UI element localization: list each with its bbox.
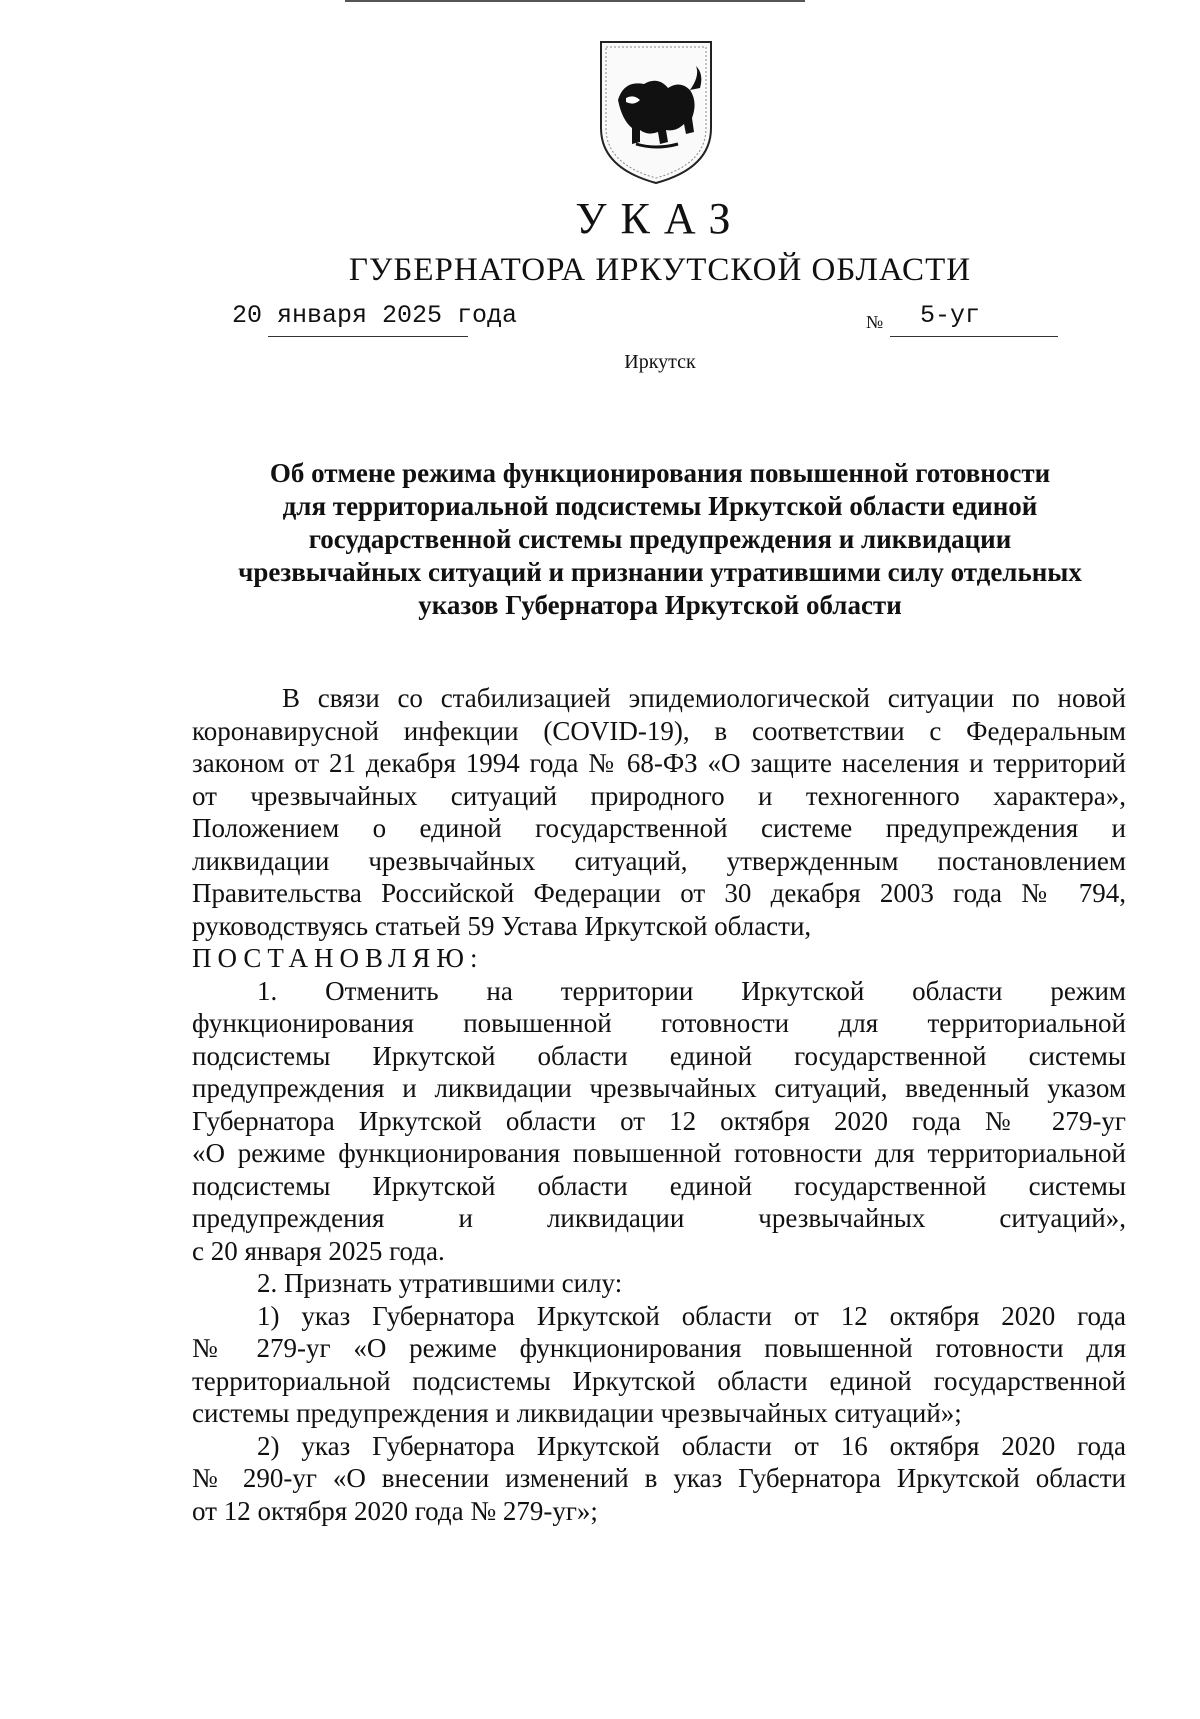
item1-line: «О режиме функционирования повышенной готовности для территориальной [192, 1138, 1126, 1168]
item1-line: предупреждения и ликвидации чрезвычайных ситуаций, введенный указом [192, 1073, 1126, 1103]
preamble-line: Положением о единой государственной системе предупреждения и [192, 813, 1126, 843]
document-heading [160, 457, 1160, 622]
document-body [192, 682, 1126, 1527]
item2-sub1-line: территориальной подсистемы Иркутской области единой государственной [192, 1365, 1126, 1396]
item2-sub2-line: № 290-уг «О внесении изменений в указ Губернатора Иркутской области [192, 1463, 1126, 1493]
item1-line: с 20 января 2025 года. [192, 1235, 445, 1266]
preamble-line: коронавирусной инфекции (COVID-19), в соответствии с Федеральным [192, 715, 1126, 746]
heading-line: указов Губернатора Иркутской области [418, 590, 902, 620]
irkutsk-coat-of-arms-icon [596, 40, 716, 185]
preamble-line: В связи со стабилизацией эпидемиологической ситуации по новой [282, 683, 1126, 713]
heading-line: государственной системы предупреждения и ликвидации [308, 524, 1012, 554]
item2-sub2-line: от 12 октября 2020 года № 279-уг»; [192, 1495, 598, 1526]
issuer-title: ГУБЕРНАТОРА ИРКУТСКОЙ ОБЛАСТИ [348, 252, 972, 288]
item2-title: 2. Признать утратившими силу: [257, 1268, 623, 1298]
item1-line: подсистемы Иркутской области единой государственной системы [192, 1170, 1126, 1201]
city-name: Иркутск [624, 351, 696, 373]
item1-line: функционирования повышенной готовности для территориальной [192, 1008, 1126, 1038]
item2-sub2-line: 2) указ Губернатора Иркутской области от 16 октября 2020 года [257, 1430, 1126, 1461]
heading-line: чрезвычайных ситуаций и признании утратившими силу отдельных [238, 557, 1082, 587]
item1-line: Губернатора Иркутской области от 12 октября 2020 года № 279-уг [192, 1105, 1126, 1136]
heading-line: Об отмене режима функционирования повышенной готовности [269, 458, 1051, 488]
number-underline [890, 336, 1058, 337]
preamble-line: Правительства Российской Федерации от 30 декабря 2003 года № 794, [192, 878, 1126, 908]
date-underline [268, 336, 468, 337]
number-sign: № [866, 312, 884, 332]
document-date: 20 января 2025 года [232, 301, 518, 330]
heading-line: для территориальной подсистемы Иркутской области единой [282, 491, 1038, 521]
item2-sub1-line: системы предупреждения и ликвидации чрезвычайных ситуаций»; [192, 1398, 962, 1428]
item1-line: 1. Отменить на территории Иркутской области режим [257, 975, 1126, 1006]
item2-sub1-line: 1) указ Губернатора Иркутской области от 12 октября 2020 года [257, 1300, 1126, 1331]
preamble-line: руководствуясь статьей 59 Устава Иркутской области, [192, 910, 812, 941]
item1-line: подсистемы Иркутской области единой государственной системы [192, 1040, 1126, 1071]
item2-sub1-line: № 279-уг «О режиме функционирования повышенной готовности для [192, 1333, 1126, 1363]
preamble-line: ликвидации чрезвычайных ситуаций, утвержденным постановлением [192, 845, 1126, 876]
top-scan-line [345, 0, 805, 2]
preamble-line: от чрезвычайных ситуаций природного и техногенного характера», [192, 780, 1126, 811]
document-title: УКАЗ [575, 194, 745, 243]
item1-line: предупреждения и ликвидации чрезвычайных ситуаций», [192, 1203, 1126, 1233]
postanovlyayu: ПОСТАНОВЛЯЮ: [192, 943, 484, 973]
preamble-line: законом от 21 декабря 1994 года № 68-ФЗ «О защите населения и территорий [192, 748, 1126, 778]
document-number: 5-уг [920, 301, 981, 330]
